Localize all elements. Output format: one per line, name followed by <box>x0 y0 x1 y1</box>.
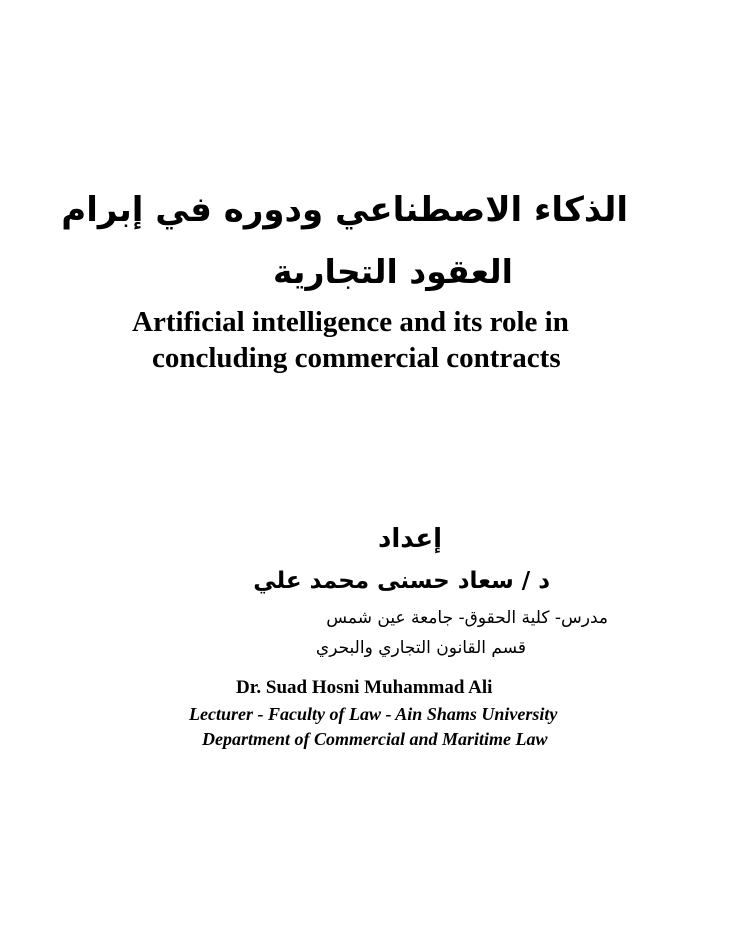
arabic-title-line-1: الذكاء الاصطناعي ودوره في إبرام <box>61 190 628 230</box>
prepared-by-label: إعداد <box>378 524 442 554</box>
affiliation-english: Lecturer - Faculty of Law - Ain Shams University <box>189 704 558 724</box>
department-english: Department of Commercial and Maritime Law <box>202 729 548 749</box>
affiliation-arabic: مدرس- كلية الحقوق- جامعة عين شمس <box>326 608 608 628</box>
arabic-title-line-2: العقود التجارية <box>273 252 513 291</box>
english-title-line-2: concluding commercial contracts <box>152 342 561 374</box>
author-name-arabic: د / سعاد حسنى محمد علي <box>253 568 550 594</box>
department-arabic: قسم القانون التجاري والبحري <box>315 638 526 658</box>
english-title-line-1: Artificial intelligence and its role in <box>132 306 569 338</box>
author-name-english: Dr. Suad Hosni Muhammad Ali <box>236 677 493 698</box>
